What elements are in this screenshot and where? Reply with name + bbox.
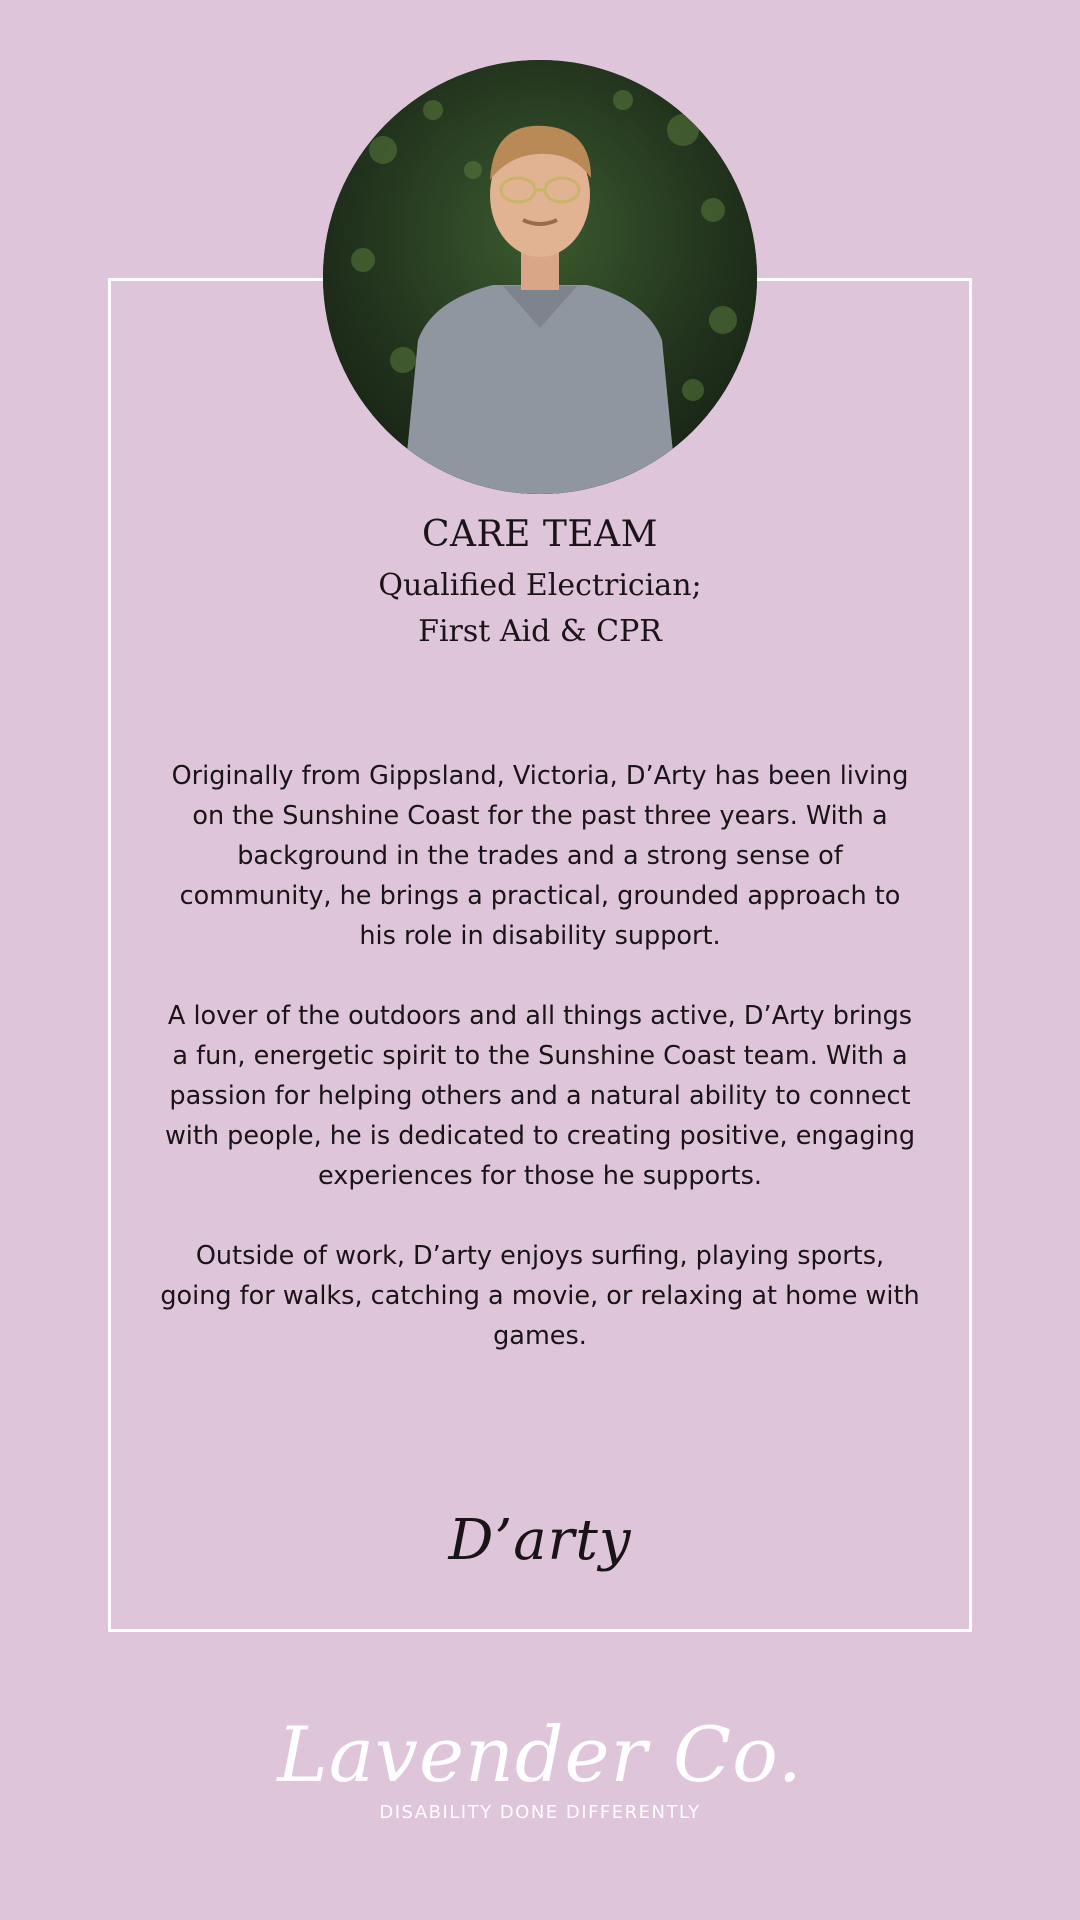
signature: D’arty: [448, 1508, 632, 1573]
bio-paragraph-2: A lover of the outdoors and all things active, D’Arty brings a fun, energetic spirit to the Sunshine Coast team. With a passion for helping others and a natural ability to connect with people, he is dedicated to creating positive, engaging experiences for those he supports.: [164, 1001, 916, 1191]
qualification-line-2: First Aid & CPR: [418, 614, 662, 649]
brand-name: Lavender Co.: [277, 1710, 803, 1799]
person-photo-icon: [323, 60, 757, 494]
bio-paragraph-1: Originally from Gippsland, Victoria, D’Arty has been living on the Sunshine Coast for the past three years. With a background in the trades and a strong sense of community, he brings a practical, grounded approach to his role in disability support.: [171, 761, 909, 951]
brand-tagline: DISABILITY DONE DIFFERENTLY: [379, 1802, 701, 1823]
bio-paragraph-3: Outside of work, D’arty enjoys surfing, playing sports, going for walks, catching a movie, or relaxing at home with games.: [160, 1241, 920, 1351]
role-title: CARE TEAM: [421, 514, 659, 555]
brand-logo: [0, 1710, 1080, 1823]
qualification-line-1: Qualified Electrician;: [378, 568, 702, 603]
